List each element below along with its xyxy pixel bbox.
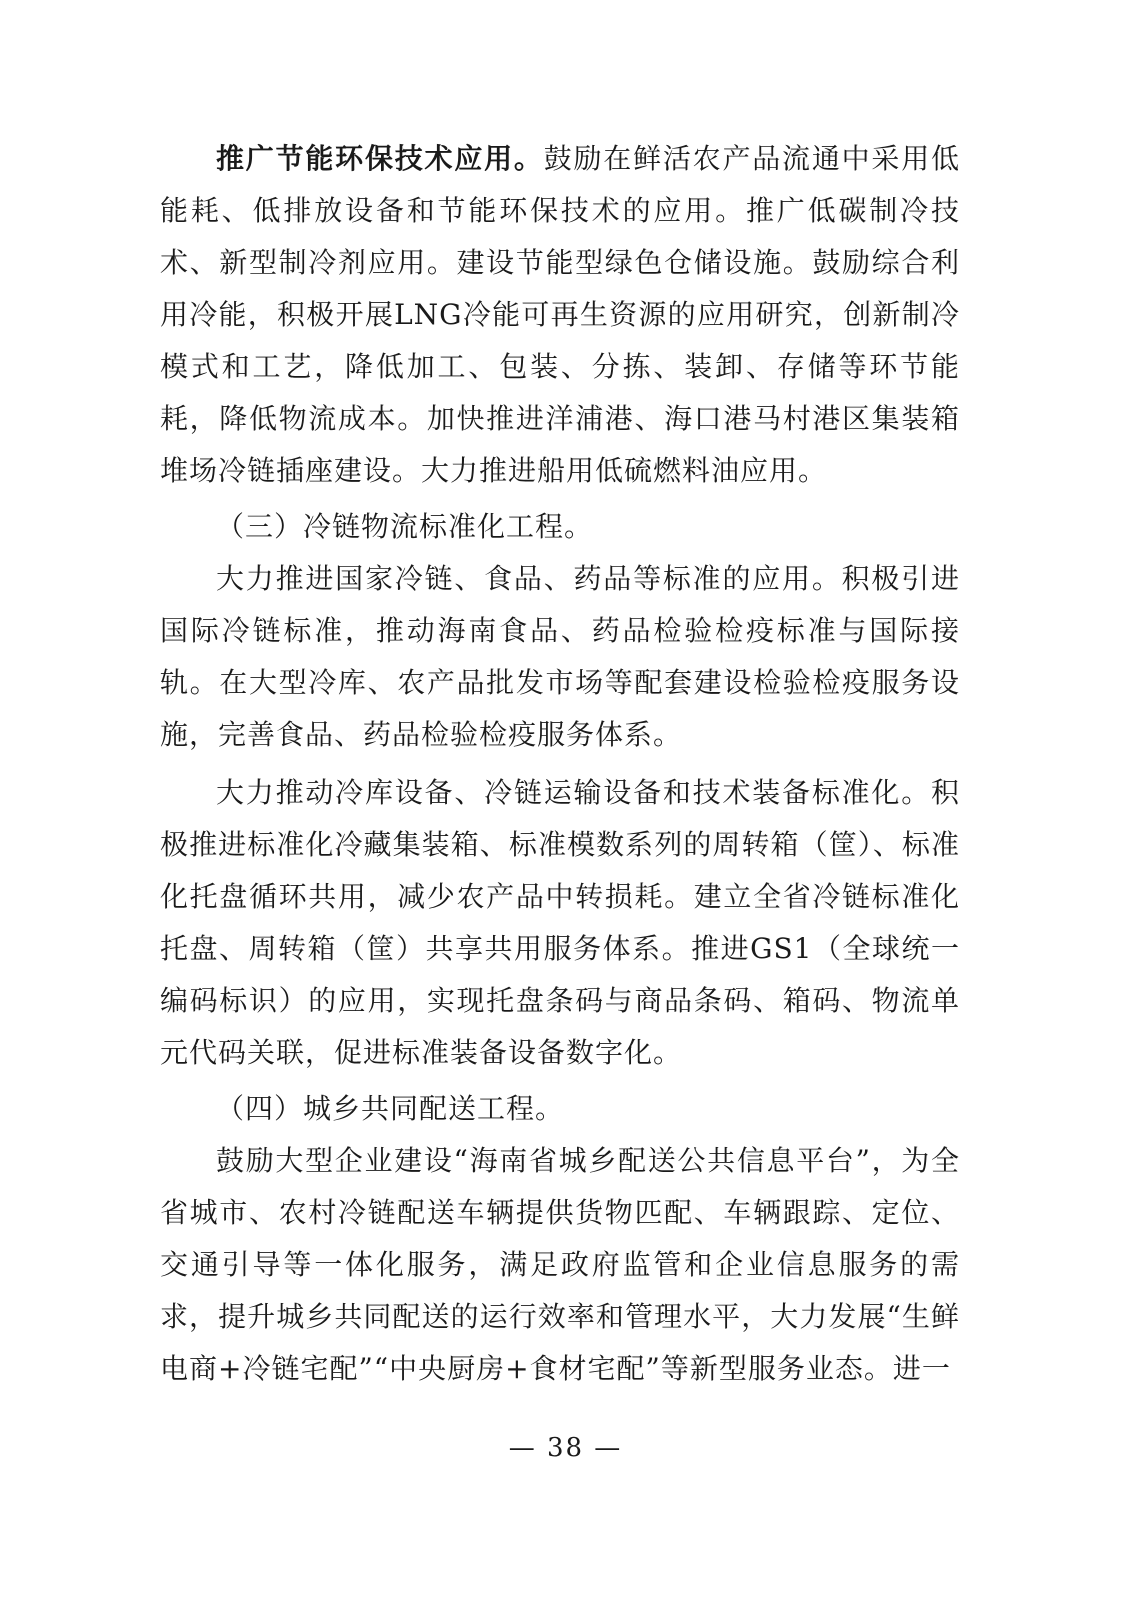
page-number: — 38 — (508, 1433, 623, 1463)
paragraph-standards-application: 大力推进国家冷链、食品、药品等标准的应用。积极引进国际冷链标准，推动海南食品、药品检验检疫标准与国际接轨。在大型冷库、农产品批发市场等配套建设检验检疫服务设施，完善食品、药品检验检疫服务体系。 (160, 562, 960, 751)
section-heading-standardization: （三）冷链物流标准化工程。 (216, 510, 594, 543)
document-body (160, 133, 960, 1395)
paragraph-energy-saving (160, 133, 960, 497)
paragraph-equipment-standardization: 大力推动冷库设备、冷链运输设备和技术装备标准化。积极推进标准化冷藏集装箱、标准模数系列的周转箱（筐）、标准化托盘循环共用，减少农产品中转损耗。建立全省冷链标准化托盘、周转箱（筐）共享共用服务体系。推进GS1（全球统一编码标识）的应用，实现托盘条码与商品条码、箱码、物流单元代码关联，促进标准装备设备数字化。 (160, 776, 960, 1069)
section-heading-joint-distribution: （四）城乡共同配送工程。 (216, 1092, 565, 1125)
paragraph-lead: 推广节能环保技术应用。 (216, 142, 544, 175)
paragraph-distribution-platform: 鼓励大型企业建设“海南省城乡配送公共信息平台”，为全省城市、农村冷链配送车辆提供货物匹配、车辆跟踪、定位、交通引导等一体化服务，满足政府监管和企业信息服务的需求，提升城乡共同配送的运行效率和管理水平，大力发展“生鲜电商+冷链宅配”“中央厨房+食材宅配”等新型服务业态。进一 (160, 1144, 960, 1385)
paragraph-text: 鼓励在鲜活农产品流通中采用低能耗、低排放设备和节能环保技术的应用。推广低碳制冷技术、新型制冷剂应用。建设节能型绿色仓储设施。鼓励综合利用冷能，积极开展LNG冷能可再生资源的应用研究，创新制冷模式和工艺，降低加工、包装、分拣、装卸、存储等环节能耗，降低物流成本。加快推进洋浦港、海口港马村港区集装箱堆场冷链插座建设。大力推进船用低硫燃料油应用。 (160, 142, 960, 487)
